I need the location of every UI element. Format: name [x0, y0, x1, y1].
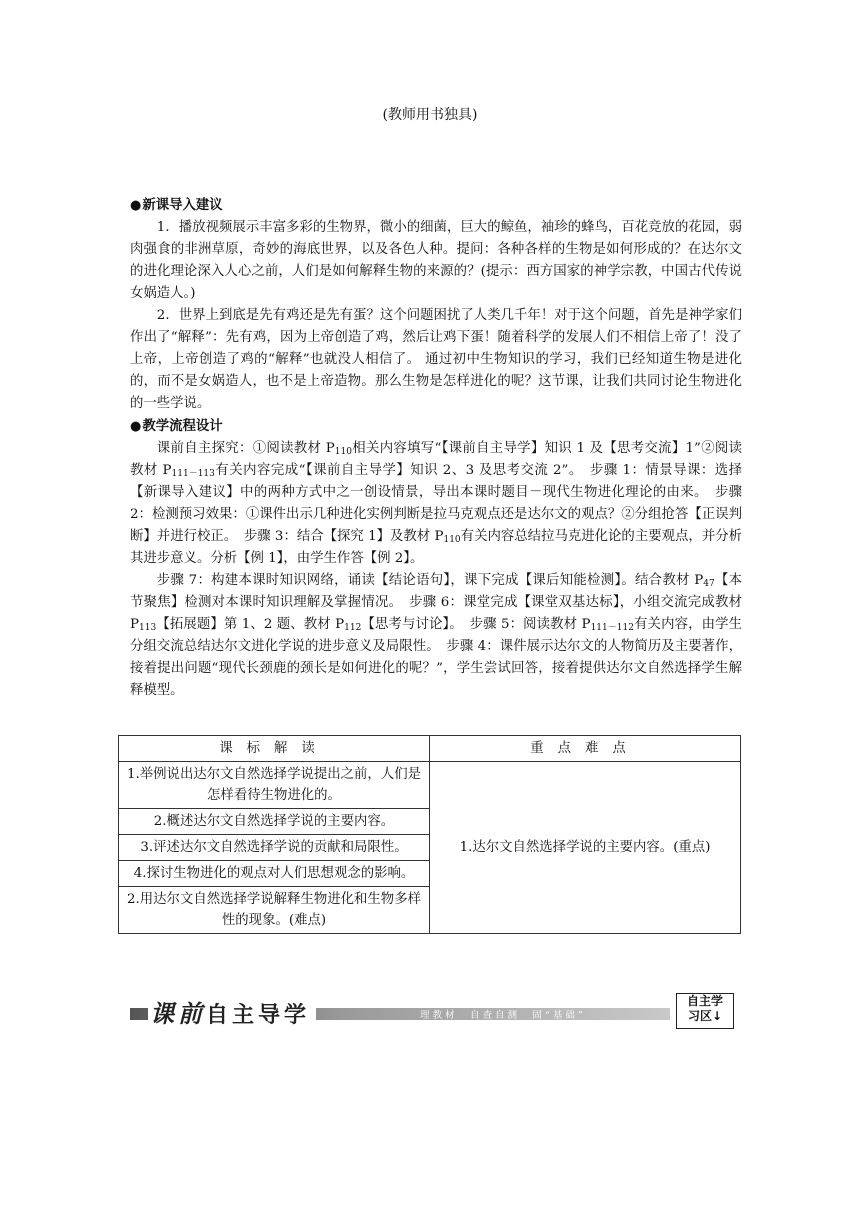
flow-heading-text: 教学流程设计: [142, 418, 223, 434]
key-point-cell: 1.达尔文自然选择学说的主要内容。(重点): [430, 762, 741, 934]
zone-line-2: 习区↓: [687, 1009, 723, 1023]
zone-line-1: 自主学: [686, 994, 723, 1008]
intro-paragraph-1: 1．播放视频展示丰富多彩的生物界，微小的细菌，巨大的鲸鱼，袖珍的蜂鸟，百花竞放的花园，弱肉强食的非洲草原，奇妙的海底世界，以及各色人种。提问：各种各样的生物是如何形成的？在达尔文的进化理论深入人心之前，人们是如何解释生物的来源的？(提示：西方国家的神学宗教，中国古代传说女娲造人。): [130, 220, 742, 301]
table-row: [119, 762, 741, 809]
banner-title: [148, 994, 316, 1029]
flow-paragraph-2: [130, 570, 742, 702]
table-cell: 2.概述达尔文自然选择学说的主要内容。: [119, 809, 430, 835]
text-run: 有关内容，由学生分组交流总结达尔文进化学说的进步意义及局限性。 步骤 4：课件展示达尔文的人物简历及主要著作，接着提出问题“现代长颈鹿的颈长是如何进化的呢？”，学生尝试回答，接着提供达尔文自然选择学生解释模型。: [130, 617, 742, 698]
flow-paragraph-1: [130, 438, 742, 570]
text-run: 步骤 7：构建本课时知识网络，诵读【结论语句】，课下完成【课后知能检测】。结合教材 P: [156, 573, 704, 588]
text-run: 有关内容总结拉马克进化论的主要观点，并分析其进步意义。分析【例 1】，由学生作答【例 2】。: [130, 529, 742, 566]
table-header-standards: 课标解读: [119, 736, 430, 762]
table-header-row: [119, 736, 741, 762]
page-subscript: 47: [703, 579, 715, 589]
section-banner: [130, 994, 670, 1028]
page-subscript: 110: [334, 447, 352, 457]
text-run: 相关内容填写“【课前自主导学】知识 1 及【思考交流】1”②阅读教材 P: [130, 441, 743, 478]
banner-subtitle: 理教材 自查自测 固“基础”: [420, 1010, 586, 1021]
text-run: 【思考与讨论】。 步骤 5：阅读教材 P: [361, 617, 591, 632]
table-header-key-points: 重点难点: [430, 736, 741, 762]
banner-title-big: 课前: [150, 1000, 206, 1028]
curriculum-table: [118, 735, 741, 934]
lesson-content: [130, 194, 742, 702]
intro-heading: [130, 194, 742, 217]
teacher-edition-note: (教师用书独具): [382, 107, 478, 123]
table-cell: 1.举例说出达尔文自然选择学说提出之前，人们是怎样看待生物进化的。: [119, 762, 430, 809]
banner-title-rest: 自主导学: [206, 1003, 311, 1028]
text-run: 有关内容完成“【课前自主导学】知识 2、3 及思考交流 2”。 步骤 1：情景导课：选择【新课导入建议】中的两种方式中之一创设情景，导出本课时题目－现代生物进化理论的由来。 步骤 2：检测预习效果：①课件出示几种进化实例判断是拉马克观点还是达尔文的观点？②分组抢答【正误判断】并进行校正。 步骤 3：结合【探究 1】及教材 P: [130, 463, 742, 544]
self-study-zone-badge: [676, 993, 734, 1029]
text-run: 课前自主探究：①阅读教材 P: [156, 441, 335, 456]
table-cell: 3.评述达尔文自然选择学说的贡献和局限性。: [119, 835, 430, 861]
table-cell: 2.用达尔文自然选择学说解释生物进化和生物多样性的现象。(难点): [119, 887, 430, 934]
page-subscript: 111－112: [590, 623, 634, 633]
text-run: 【本节聚焦】检测对本课时知识理解及掌握情况。 步骤 6：课堂完成【课堂双基达标】，小组交流完成教材 P: [130, 573, 743, 632]
table-cell: 4.探讨生物进化的观点对人们思想观念的影响。: [119, 861, 430, 887]
page-subscript: 113: [139, 623, 157, 633]
page-subscript: 110: [443, 535, 461, 545]
bullet-icon: ●: [130, 419, 142, 434]
intro-paragraph-2: 2．世界上到底是先有鸡还是先有蛋？这个问题困扰了人类几千年！对于这个问题，首先是神学家们作出了“解释”：先有鸡，因为上帝创造了鸡，然后让鸡下蛋！随着科学的发展人们不相信上帝了！没了上帝，上帝创造了鸡的“解释”也就没人相信了。 通过初中生物知识的学习，我们已经知道生物是进化的，而不是女娲造人，也不是上帝造物。那么生物是怎样进化的呢？这节课，让我们共同讨论生物进化的一些学说。: [130, 308, 742, 411]
intro-heading-text: 新课导入建议: [142, 197, 223, 213]
page-subscript: 111－113: [171, 469, 215, 479]
page-subscript: 112: [344, 623, 362, 633]
bullet-icon: ●: [130, 198, 142, 213]
flow-heading: [130, 415, 742, 438]
text-run: 【拓展题】第 1、2 题、教材 P: [156, 617, 345, 632]
